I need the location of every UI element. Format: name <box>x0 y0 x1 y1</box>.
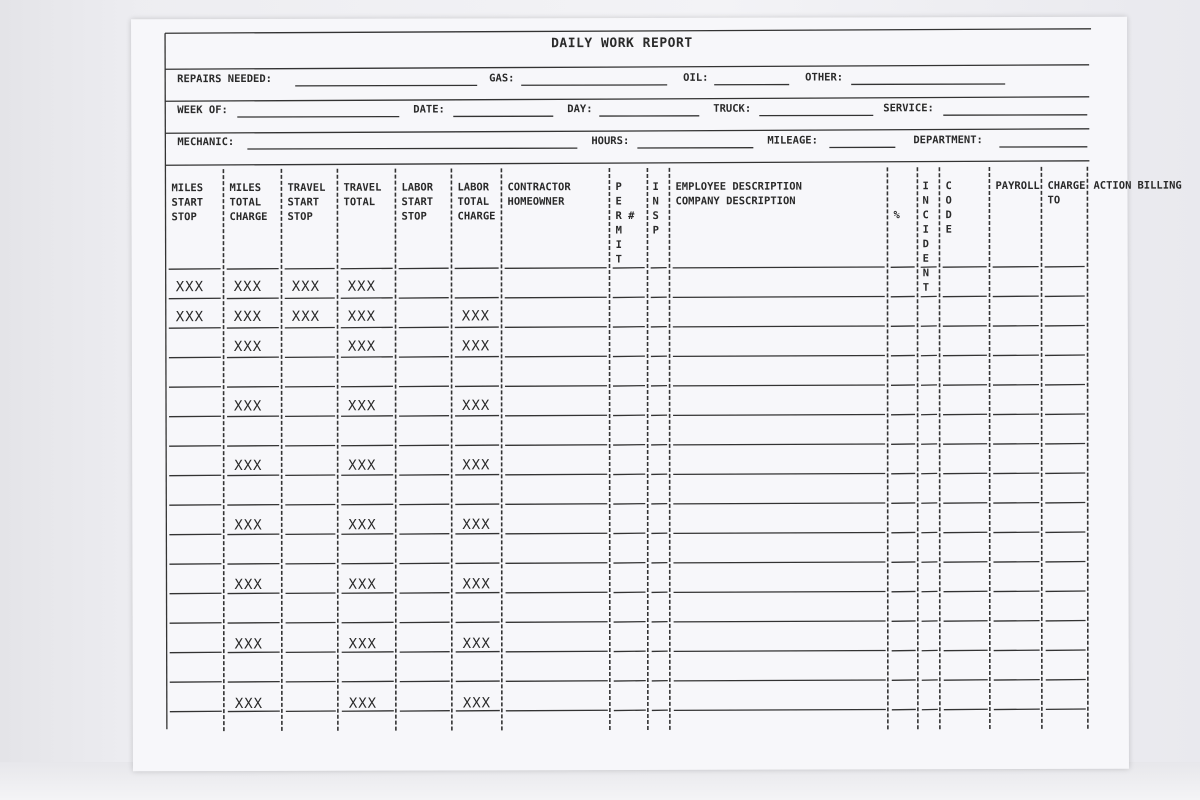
column-header-text: C <box>922 209 929 222</box>
column-header-text: TOTAL <box>457 195 490 208</box>
table-row-line <box>673 267 885 268</box>
column-header-text: PAYROLL <box>995 179 1040 193</box>
column-header-text: COMPANY DESCRIPTION <box>675 195 796 208</box>
table-row-line <box>505 297 607 298</box>
table-row-line <box>506 681 608 682</box>
table-row-line <box>505 327 607 328</box>
column-divider <box>668 168 670 730</box>
form-title: DAILY WORK REPORT <box>551 35 693 52</box>
column-header-text: N <box>652 195 659 208</box>
column-divider <box>646 168 648 730</box>
xxx-mark: XXX <box>233 278 263 296</box>
column-header-text: C <box>945 180 952 193</box>
label-mechanic: MECHANIC: <box>177 136 235 149</box>
xxx-mark: XXX <box>462 397 491 414</box>
column-header-text: P <box>652 224 659 237</box>
xxx-mark: XXX <box>348 517 377 534</box>
table-row-line <box>673 562 885 563</box>
column-header-text: MILES <box>229 181 262 195</box>
xxx-mark: XXX <box>233 308 263 326</box>
table-row-line <box>673 474 885 475</box>
label-hours: HOURS: <box>591 135 630 148</box>
column-divider <box>988 167 990 729</box>
header-row-2 <box>177 102 1087 117</box>
column-header-text: MILES <box>171 182 204 195</box>
xxx-mark: XXX <box>462 695 492 712</box>
background-left <box>0 0 140 800</box>
column-header-text: LABOR <box>401 181 434 194</box>
column-header-text: P <box>615 181 622 194</box>
xxx-mark: XXX <box>462 635 491 652</box>
column-divider <box>222 169 224 731</box>
column-header-text: R # <box>615 209 635 223</box>
table-row-line <box>674 651 886 652</box>
xxx-mark: XXX <box>462 516 491 533</box>
form-drawing <box>131 17 1182 772</box>
xxx-mark: XXX <box>234 576 263 594</box>
xxx-mark: XXX <box>462 576 491 593</box>
column-header-text: BILLING <box>1137 179 1182 192</box>
label-repairs-needed: REPAIRS NEEDED: <box>177 72 273 86</box>
field-mechanic[interactable] <box>247 148 577 149</box>
column-header-text: HOMEOWNER <box>507 195 565 208</box>
table-row-line <box>673 385 885 386</box>
table-row-line <box>673 415 885 416</box>
column-header-text: CHARGE <box>457 210 496 223</box>
xxx-mark: XXX <box>461 338 491 355</box>
table-row-line <box>505 474 607 475</box>
table-row-line <box>674 710 886 711</box>
xxx-mark: XXX <box>347 338 377 355</box>
label-mileage: MILEAGE: <box>767 134 818 147</box>
label-oil: OIL: <box>683 71 709 84</box>
xxx-mark: XXX <box>234 517 263 534</box>
label-other: OTHER: <box>805 71 844 84</box>
table-row-line <box>505 356 607 357</box>
table-row-line <box>506 710 608 711</box>
xxx-mark: XXX <box>348 576 377 593</box>
table-row-line <box>506 622 608 623</box>
column-divider <box>1086 167 1088 729</box>
column-divider <box>394 169 396 731</box>
column-header-text: I <box>615 239 622 252</box>
label-date: DATE: <box>413 103 445 116</box>
column-header-text: T <box>615 253 622 266</box>
label-truck: TRUCK: <box>713 102 752 115</box>
column-header-text: CHARGE <box>1047 179 1086 192</box>
column-header-text: TOTAL <box>229 196 262 209</box>
column-header-text: CHARGE <box>229 210 268 224</box>
column-divider <box>608 168 610 730</box>
column-divider <box>280 169 282 731</box>
xxx-mark: XXX <box>347 308 377 325</box>
table-row-line <box>674 680 886 681</box>
xxx-mark: XXX <box>348 457 377 474</box>
xxx-mark: XXX <box>291 278 321 295</box>
column-header-text: TOTAL <box>343 196 376 209</box>
table-row-line <box>674 621 886 622</box>
table-row-line <box>505 504 607 505</box>
table-row-line <box>505 533 607 534</box>
xxx-mark: XXX <box>234 636 263 653</box>
table-row-line <box>673 533 885 534</box>
column-header-text: TRAVEL <box>287 181 326 194</box>
column-header-text: N <box>922 194 929 207</box>
table-row-line <box>505 563 607 564</box>
column-divider <box>938 167 940 729</box>
column-divider <box>886 167 888 729</box>
xxx-mark: XXX <box>234 695 264 713</box>
table-row-line <box>505 415 607 416</box>
column-header-text: EMPLOYEE DESCRIPTION <box>675 180 802 193</box>
column-header-text: TO <box>1047 194 1061 207</box>
header-row-1 <box>177 71 1005 86</box>
column-header-text: STOP <box>171 211 197 224</box>
table-row-line <box>674 592 886 593</box>
column-header-text: TRAVEL <box>343 181 382 194</box>
column-header-text: START <box>401 196 434 209</box>
work-table-grid <box>168 167 1088 731</box>
table-row-line <box>673 503 885 504</box>
column-header-text: E <box>945 223 952 236</box>
column-header-text: I <box>922 223 929 236</box>
column-header-text: E <box>615 195 622 208</box>
column-header-text: % <box>893 209 900 222</box>
xxx-mark: XXX <box>348 695 378 712</box>
column-divider <box>916 167 918 729</box>
column-header-text: START <box>287 196 320 209</box>
table-row-line <box>505 268 607 269</box>
column-header-text: M <box>615 224 622 237</box>
table-row-line <box>505 386 607 387</box>
column-header-text: S <box>652 209 659 222</box>
xxx-mark: XXX <box>348 636 377 653</box>
column-header-text: STOP <box>401 210 427 223</box>
daily-work-report-sheet <box>131 17 1182 772</box>
xxx-mark: XXX <box>348 398 377 415</box>
column-header-text: START <box>171 196 204 209</box>
table-row-line <box>506 651 608 652</box>
column-header-text: I <box>652 180 659 193</box>
table-row-line <box>673 326 885 327</box>
work-table-headers <box>171 180 1182 296</box>
label-week-of: WEEK OF: <box>177 104 228 117</box>
column-divider <box>1040 167 1042 729</box>
column-header-text: N <box>922 267 930 280</box>
table-row-line <box>505 445 607 446</box>
column-header-text: ACTION <box>1093 179 1132 192</box>
column-divider <box>500 168 502 730</box>
column-header-text: CONTRACTOR <box>507 181 571 194</box>
table-row-line <box>506 592 608 593</box>
column-header-text: E <box>922 252 929 265</box>
xxx-mark: XXX <box>291 308 321 325</box>
column-divider <box>450 168 452 730</box>
xxx-mark: XXX <box>234 398 263 415</box>
xxx-mark: XXX <box>175 309 205 326</box>
column-divider <box>336 169 338 731</box>
xxx-mark: XXX <box>175 279 205 296</box>
label-service: SERVICE: <box>883 102 934 115</box>
header-row-3 <box>177 134 1087 149</box>
table-row-line <box>673 297 885 298</box>
column-header-text: D <box>945 209 952 222</box>
label-gas: GAS: <box>489 72 515 85</box>
xxx-mark: XXX <box>461 308 491 325</box>
table-row-line <box>673 356 885 357</box>
column-header-text: I <box>922 180 929 193</box>
column-header-text: STOP <box>287 210 313 223</box>
column-header-text: D <box>922 238 929 251</box>
xxx-mark: XXX <box>347 278 377 295</box>
xxx-mark: XXX <box>234 457 263 475</box>
xxx-mark: XXX <box>462 457 491 474</box>
table-row-line <box>673 444 885 445</box>
column-header-text: LABOR <box>457 181 490 194</box>
column-header-text: O <box>945 194 952 207</box>
xxx-mark: XXX <box>233 338 263 356</box>
column-header-text: T <box>922 281 930 294</box>
label-department: DEPARTMENT: <box>913 134 983 147</box>
label-day: DAY: <box>567 103 593 116</box>
